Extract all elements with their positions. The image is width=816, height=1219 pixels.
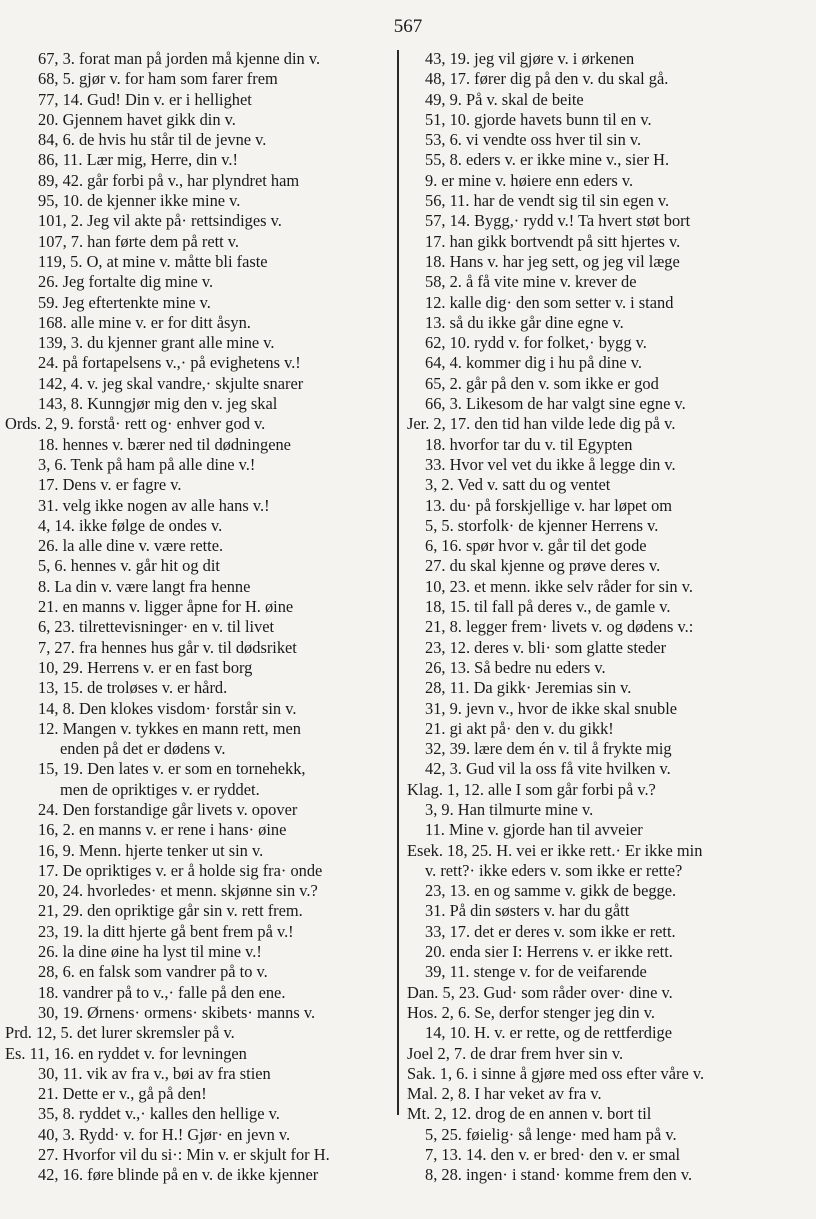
concordance-line: 23, 19. la ditt hjerte gå bent frem på v.!: [38, 921, 294, 941]
concordance-line: 57, 14. Bygg,· rydd v.! Ta hvert støt bort: [425, 211, 691, 231]
concordance-line: 15, 19. Den lates v. er som en tornehekk,: [38, 759, 306, 779]
concordance-line: 67, 3. forat man på jorden må kjenne din v.: [38, 49, 321, 68]
column-divider: [397, 50, 399, 1115]
concordance-line: 20. enda sier I: Herrens v. er ikke rett.: [425, 942, 673, 962]
concordance-line: 18. hvorfor tar du v. til Egypten: [425, 434, 633, 454]
concordance-line: 21. gi akt på· den v. du gikk!: [425, 718, 614, 738]
concordance-line: 28, 11. Da gikk· Jeremias sin v.: [425, 678, 632, 698]
concordance-line: 3, 9. Han tilmurte mine v.: [425, 799, 594, 819]
concordance-line: 27. du skal kjenne og prøve deres v.: [425, 556, 661, 576]
concordance-line: 12. kalle dig· den som setter v. i stand: [425, 292, 674, 312]
concordance-line: Mt. 2, 12. drog de en annen v. bort til: [407, 1104, 652, 1124]
concordance-line: 10, 29. Herrens v. er en fast borg: [38, 657, 253, 677]
concordance-line: 21. en manns v. ligger åpne for H. øine: [38, 597, 294, 617]
concordance-line: 48, 17. fører dig på den v. du skal gå.: [425, 69, 669, 89]
concordance-line: 68, 5. gjør v. for ham som farer frem: [38, 69, 278, 89]
concordance-line: 139, 3. du kjenner grant alle mine v.: [38, 333, 275, 353]
concordance-line: 66, 3. Likesom de har valgt sine egne v.: [425, 394, 686, 414]
concordance-line: 21. Dette er v., gå på den!: [38, 1084, 207, 1104]
concordance-line: 20, 24. hvorledes· et menn. skjønne sin v.?: [38, 881, 318, 901]
concordance-line: 26, 13. Så bedre nu eders v.: [425, 657, 606, 677]
concordance-line: 33, 17. det er deres v. som ikke er rett.: [425, 921, 676, 941]
concordance-line: 39, 11. stenge v. for de veifarende: [425, 962, 647, 982]
concordance-line: 18. Hans v. har jeg sett, og jeg vil læge: [425, 251, 680, 271]
concordance-line: 51, 10. gjorde havets bunn til en v.: [425, 109, 652, 129]
concordance-line: 84, 6. de hvis hu står til de jevne v.: [38, 130, 267, 150]
concordance-line: 14, 10. H. v. er rette, og de rettferdige: [425, 1023, 672, 1043]
concordance-line: 10, 23. et menn. ikke selv råder for sin v.: [425, 576, 693, 596]
concordance-line: 21, 29. den opriktige går sin v. rett frem.: [38, 901, 303, 921]
concordance-line: 49, 9. På v. skal de beite: [425, 89, 584, 109]
concordance-line: 55, 8. eders v. er ikke mine v., sier H.: [425, 150, 670, 170]
concordance-line: v. rett?· ikke eders v. som ikke er rette?: [425, 860, 683, 880]
left-column: [0, 49, 395, 1186]
concordance-line: 119, 5. O, at mine v. måtte bli faste: [38, 251, 268, 271]
concordance-line: 33. Hvor vel vet du ikke å legge din v.: [425, 454, 676, 474]
concordance-line: 42, 3. Gud vil la oss få vite hvilken v.: [425, 759, 671, 779]
concordance-line: Esek. 18, 25. H. vei er ikke rett.· Er ikke min: [407, 840, 703, 860]
concordance-line: 12. Mangen v. tykkes en mann rett, men: [38, 718, 301, 738]
concordance-line: 20. Gjennem havet gikk din v.: [38, 109, 236, 129]
concordance-line: 40, 3. Rydd· v. for H.! Gjør· en jevn v.: [38, 1124, 291, 1144]
concordance-line: 56, 11. har de vendt sig til sin egen v.: [425, 191, 670, 211]
concordance-line: 31, 9. jevn v., hvor de ikke skal snuble: [425, 698, 678, 718]
concordance-line: Klag. 1, 12. alle I som går forbi på v.?: [407, 779, 656, 799]
concordance-line: 5, 5. storfolk· de kjenner Herrens v.: [425, 515, 659, 535]
concordance-line: 9. er mine v. høiere enn eders v.: [425, 170, 634, 190]
concordance-line: 8, 28. ingen· i stand· komme frem den v.: [425, 1165, 693, 1185]
concordance-line: 5, 25. føielig· så lenge· med ham på v.: [425, 1124, 677, 1144]
concordance-line: 13. så du ikke går dine egne v.: [425, 312, 624, 332]
concordance-line: 18. vandrer på to v.,· falle på den ene.: [38, 982, 286, 1002]
concordance-line: 62, 10. rydd v. for folket,· bygg v.: [425, 333, 647, 353]
concordance-line: 24. på fortapelsens v.,· på evighetens v.!: [38, 353, 301, 373]
concordance-line: 24. Den forstandige går livets v. opover: [38, 799, 298, 819]
concordance-line: 14, 8. Den klokes visdom· forstår sin v.: [38, 698, 297, 718]
concordance-line: 26. Jeg fortalte dig mine v.: [38, 272, 214, 292]
concordance-line: Hos. 2, 6. Se, derfor stenger jeg din v.: [407, 1002, 655, 1022]
concordance-line: 53, 6. vi vendte oss hver til sin v.: [425, 130, 642, 150]
concordance-line: 168. alle mine v. er for ditt åsyn.: [38, 312, 251, 332]
concordance-line: Sak. 1, 6. i sinne å gjøre med oss efter våre v.: [407, 1063, 705, 1083]
concordance-line: 18, 15. til fall på deres v., de gamle v.: [425, 597, 671, 617]
concordance-line: 30, 11. vik av fra v., bøi av fra stien: [38, 1063, 271, 1083]
concordance-line: 142, 4. v. jeg skal vandre,· skjulte snarer: [38, 373, 304, 393]
concordance-line: 23, 13. en og samme v. gikk de begge.: [425, 881, 677, 901]
concordance-line: 31. På din søsters v. har du gått: [425, 901, 630, 921]
concordance-line: 8. La din v. være langt fra henne: [38, 576, 251, 596]
concordance-line: 143, 8. Kunngjør mig den v. jeg skal: [38, 394, 278, 414]
concordance-line: 27. Hvorfor vil du si·: Min v. er skjult for H.: [38, 1145, 330, 1165]
concordance-line: 58, 2. å få vite mine v. krever de: [425, 272, 637, 292]
concordance-line: 6, 23. tilrettevisninger· en v. til livet: [38, 617, 275, 637]
concordance-line: Es. 11, 16. en ryddet v. for levningen: [5, 1043, 247, 1063]
concordance-line: 35, 8. ryddet v.,· kalles den hellige v.: [38, 1104, 280, 1124]
page-number: 567: [393, 16, 423, 37]
right-column: [405, 49, 816, 1186]
concordance-line: 17. Dens v. er fagre v.: [38, 475, 182, 495]
concordance-line: Dan. 5, 23. Gud· som råder over· dine v.: [407, 982, 673, 1002]
concordance-line: 17. han gikk bortvendt på sitt hjertes v.: [425, 231, 681, 251]
concordance-line: 3, 2. Ved v. satt du og ventet: [425, 475, 611, 495]
concordance-line: 11. Mine v. gjorde han til avveier: [425, 820, 643, 840]
concordance-line: Prd. 12, 5. det lurer skremsler på v.: [5, 1023, 235, 1043]
concordance-line: 101, 2. Jeg vil akte på· rettsindiges v.: [38, 211, 282, 231]
concordance-line: Ords. 2, 9. forstå· rett og· enhver god v.: [5, 414, 266, 434]
concordance-line: 17. De opriktiges v. er å holde sig fra· onde: [38, 860, 323, 880]
concordance-line: 16, 2. en manns v. er rene i hans· øine: [38, 820, 287, 840]
concordance-line: Mal. 2, 8. I har veket av fra v.: [407, 1084, 602, 1104]
concordance-line: 32, 39. lære dem én v. til å frykte mig: [425, 739, 672, 759]
concordance-line: 6, 16. spør hvor v. går til det gode: [425, 536, 647, 556]
concordance-line: 7, 13. 14. den v. er bred· den v. er smal: [425, 1145, 681, 1165]
concordance-line: 26. la dine øine ha lyst til mine v.!: [38, 942, 262, 962]
concordance-line: 30, 19. Ørnens· ormens· skibets· manns v.: [38, 1002, 316, 1022]
concordance-line: 4, 14. ikke følge de ondes v.: [38, 515, 223, 535]
concordance-line: 26. la alle dine v. være rette.: [38, 536, 224, 556]
concordance-line: 42, 16. føre blinde på en v. de ikke kjenner: [38, 1165, 319, 1185]
concordance-line: 18. hennes v. bærer ned til dødningene: [38, 434, 291, 454]
concordance-line: 86, 11. Lær mig, Herre, din v.!: [38, 150, 238, 170]
concordance-line: Jer. 2, 17. den tid han vilde lede dig på v.: [407, 414, 676, 434]
concordance-line: 95, 10. de kjenner ikke mine v.: [38, 191, 241, 211]
concordance-line: 21, 8. legger frem· livets v. og dødens v.:: [425, 617, 694, 637]
concordance-line: enden på det er dødens v.: [60, 739, 226, 759]
concordance-line: 5, 6. hennes v. går hit og dit: [38, 556, 220, 576]
concordance-line: 13. du· på forskjellige v. har løpet om: [425, 495, 673, 515]
concordance-line: 77, 14. Gud! Din v. er i hellighet: [38, 89, 252, 109]
concordance-line: 28, 6. en falsk som vandrer på to v.: [38, 962, 268, 982]
concordance-line: men de opriktiges v. er ryddet.: [60, 779, 260, 799]
concordance-line: 89, 42. går forbi på v., har plyndret ham: [38, 170, 300, 190]
concordance-line: 107, 7. han førte dem på rett v.: [38, 231, 240, 251]
concordance-line: 7, 27. fra hennes hus går v. til dødsriket: [38, 637, 297, 657]
concordance-line: 16, 9. Menn. hjerte tenker ut sin v.: [38, 840, 264, 860]
concordance-line: Joel 2, 7. de drar frem hver sin v.: [407, 1043, 624, 1063]
concordance-line: 43, 19. jeg vil gjøre v. i ørkenen: [425, 49, 635, 68]
concordance-line: 59. Jeg eftertenkte mine v.: [38, 292, 211, 312]
concordance-line: 64, 4. kommer dig i hu på dine v.: [425, 353, 642, 373]
concordance-line: 23, 12. deres v. bli· som glatte steder: [425, 637, 667, 657]
concordance-line: 65, 2. går på den v. som ikke er god: [425, 373, 659, 393]
concordance-line: 3, 6. Tenk på ham på alle dine v.!: [38, 454, 256, 474]
concordance-line: 13, 15. de troløses v. er hård.: [38, 678, 228, 698]
concordance-line: 31. velg ikke nogen av alle hans v.!: [38, 495, 270, 515]
